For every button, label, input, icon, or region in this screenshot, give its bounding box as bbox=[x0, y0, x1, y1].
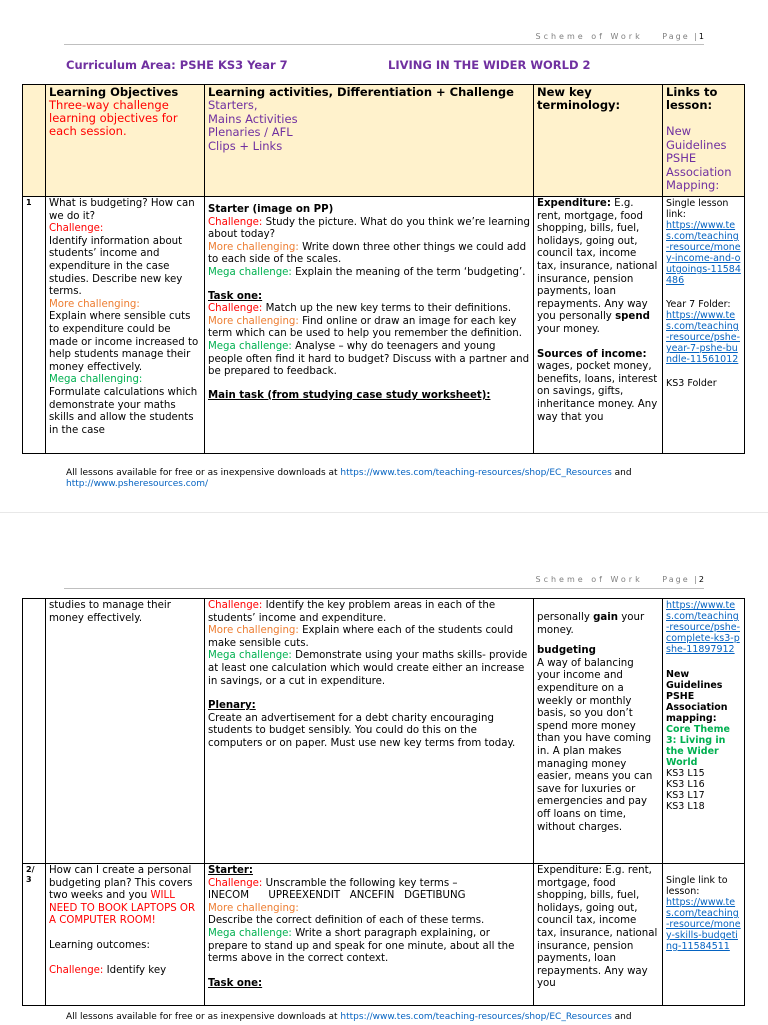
header-sep: | bbox=[694, 32, 699, 41]
starter-heading: Starter: bbox=[208, 865, 253, 876]
header-links bbox=[663, 85, 745, 197]
mega-challenging-text: Formulate calculations which demonstrate your maths skills and allow the students in the case bbox=[49, 386, 198, 436]
ks3-folder-link[interactable]: https://www.tes.com/teaching-resource/pshe-complete-ks3-pshe-11897912 bbox=[666, 600, 740, 655]
term-expenditure-text: E.g. rent, mortgage, food shopping, bills, fuel, holidays, going out, council tax, income tax, insurance, national insurance, pension payments, loan repayments. Any way you personally bbox=[537, 198, 658, 323]
challenge-label: Challenge: bbox=[208, 877, 263, 889]
more-challenging-label: More challenging: bbox=[208, 625, 299, 637]
unit-title: LIVING IN THE WIDER WORLD 2 bbox=[388, 58, 591, 72]
page-header bbox=[535, 575, 704, 584]
more-challenging-text: Find online or draw an image for each key term which can be used to help you remember the definition. bbox=[208, 315, 522, 340]
row-number: 2/3 bbox=[26, 865, 35, 884]
footer-tes-link[interactable]: https://www.tes.com/teaching-resources/shop/EC_Resources bbox=[340, 1012, 612, 1022]
folder-link[interactable]: https://www.tes.com/teaching-resource/pshe-year-7-pshe-bundle-11561012 bbox=[666, 310, 740, 365]
header-terminology bbox=[534, 85, 663, 197]
header-activities bbox=[205, 85, 534, 197]
col-sub-mapping: New Guidelines PSHE Association Mapping: bbox=[666, 124, 732, 192]
terminology-cell bbox=[534, 197, 663, 454]
col-sub-objectives: Three-way challenge learning objectives for each session. bbox=[49, 98, 178, 138]
mapping-ks3-l18: KS3 L18 bbox=[666, 801, 705, 812]
term-expenditure-bold: spend bbox=[615, 311, 650, 323]
plenary-heading: Plenary: bbox=[208, 700, 256, 712]
more-challenging-label: More challenging: bbox=[208, 241, 299, 253]
objective-question: How can I create a personal budgeting plan? This covers two weeks and you bbox=[49, 865, 193, 902]
header-page-word: Page bbox=[662, 575, 690, 584]
table-row bbox=[23, 197, 745, 454]
main-task-heading: Main task (from studying case study worksheet): bbox=[208, 389, 491, 401]
scheme-table-page1 bbox=[22, 84, 745, 454]
challenge-label: Challenge: bbox=[49, 964, 104, 976]
objective-warning: WILL NEED TO BOOK LAPTOPS OR A COMPUTER ROOM! bbox=[49, 890, 196, 927]
page-header bbox=[535, 32, 704, 41]
col-title-links: Links to lesson: bbox=[666, 85, 718, 112]
link-intro: Single link to lesson: bbox=[666, 875, 728, 897]
challenge-text: Unscramble the following key terms – bbox=[262, 877, 458, 889]
ks3-folder-label: KS3 Folder bbox=[666, 378, 717, 389]
mega-challenge-text: Write a short paragraph explaining, or prepare to stand up and speak for one minute, about all the terms above in the correct context. bbox=[208, 927, 515, 965]
mega-challenge-label: Mega challenge: bbox=[208, 650, 292, 662]
task-one-heading: Task one: bbox=[208, 290, 263, 302]
row-number: 1 bbox=[26, 198, 32, 207]
more-challenging-text: Explain where each of the students could make sensible cuts. bbox=[208, 625, 514, 649]
curriculum-title: Curriculum Area: PSHE KS3 Year 7 bbox=[66, 58, 288, 72]
term-expenditure-text: Expenditure: E.g. rent, mortgage, food shopping, bills, fuel, holidays, going out, council tax, income tax, insurance, national insurance, pension payments, loan repayments. Any way you bbox=[537, 865, 658, 990]
header-rule bbox=[64, 588, 704, 589]
more-challenging-label: More challenging: bbox=[208, 315, 299, 327]
page-number: 1 bbox=[698, 32, 704, 41]
term-expenditure-label: Expenditure: bbox=[537, 198, 611, 209]
row-number-cell bbox=[23, 864, 46, 1006]
mega-challenging-label: Mega challenging: bbox=[49, 374, 143, 386]
page-number: 2 bbox=[698, 575, 704, 584]
page-footer bbox=[66, 468, 632, 490]
mapping-core-theme: Core Theme 3: Living in the Wider World bbox=[666, 724, 730, 768]
col-sub-clips: Clips + Links bbox=[208, 138, 283, 153]
mega-challenge-label: Mega challenge: bbox=[208, 266, 292, 278]
mega-challenge-text: Demonstrate using your maths skills- provide at least one calculation which would create either an increase in savings, or a cut in expenditure. bbox=[208, 650, 528, 687]
challenge-label: Challenge: bbox=[208, 216, 263, 228]
scrambled-terms: INECOM UPREEXENDIT ANCEFIN DGETIBUNG bbox=[208, 890, 466, 902]
header-objectives bbox=[46, 85, 205, 197]
activities-cell bbox=[205, 197, 534, 454]
links-cell bbox=[663, 197, 745, 454]
mega-challenge-label: Mega challenge: bbox=[208, 927, 292, 939]
header-page-word: Page bbox=[662, 32, 690, 41]
more-challenging-label: More challenging: bbox=[49, 298, 140, 310]
objectives-cell bbox=[46, 864, 205, 1006]
term-income-bold: gain bbox=[593, 612, 619, 623]
challenge-text: Match up the new key terms to their definitions. bbox=[262, 303, 512, 315]
link-intro: Single lesson link: bbox=[666, 198, 729, 220]
links-cell bbox=[663, 599, 745, 864]
term-income-cont: personally bbox=[537, 612, 594, 623]
term-expenditure-end: your money. bbox=[537, 323, 600, 335]
task-one-heading: Task one: bbox=[208, 977, 263, 989]
terminology-cell bbox=[534, 864, 663, 1006]
term-income-label: Sources of income: bbox=[537, 348, 647, 360]
mega-challenge-label: Mega challenge: bbox=[208, 340, 292, 352]
term-budgeting-definition: A way of balancing your income and expenditure on a weekly or monthly basis, so you don’t spend more money than you have coming in. A plan makes managing money easier, means you can save for luxuries or emergencies and pay off loans on time, without charges. bbox=[537, 657, 653, 833]
challenge-text: Study the picture. What do you think we’re learning about today? bbox=[208, 216, 530, 241]
footer-and: and bbox=[611, 468, 632, 478]
lesson-link[interactable]: https://www.tes.com/teaching-resource/money-skills-budgeting-11584511 bbox=[666, 897, 741, 952]
activities-cell bbox=[205, 864, 534, 1006]
term-income-text: wages, pocket money, benefits, loans, interest on savings, gifts, inheritance money. Any way that you bbox=[537, 361, 658, 423]
folder-label: Year 7 Folder: bbox=[666, 299, 731, 310]
starter-heading: Starter (image on PP) bbox=[208, 204, 334, 215]
scheme-table-page2 bbox=[22, 598, 745, 1006]
col-sub-starters: Starters, bbox=[208, 98, 258, 112]
links-cell bbox=[663, 864, 745, 1006]
more-challenging-label: More challenging: bbox=[208, 902, 299, 914]
term-budgeting-label: budgeting bbox=[537, 645, 596, 657]
challenge-text: Identify key bbox=[103, 964, 167, 976]
header-num-cell bbox=[23, 85, 46, 197]
more-challenging-text: Write down three other things we could add to each side of the scales. bbox=[208, 241, 527, 266]
footer-pshe-link[interactable]: http://www.psheresources.com/ bbox=[66, 479, 209, 489]
mega-challenge-text: Explain the meaning of the term ‘budgeting’. bbox=[291, 266, 526, 278]
mapping-ks3-l15: KS3 L15 bbox=[666, 768, 705, 779]
col-title-activities: Learning activities, Differentiation + Challenge bbox=[208, 85, 514, 99]
objectives-cell bbox=[46, 197, 205, 454]
challenge-label: Challenge: bbox=[49, 223, 104, 235]
table-row bbox=[23, 599, 745, 864]
challenge-label: Challenge: bbox=[208, 303, 263, 315]
row-number-cell bbox=[23, 197, 46, 454]
page-2 bbox=[0, 512, 768, 1025]
challenge-label: Challenge: bbox=[208, 600, 263, 611]
activities-cell bbox=[205, 599, 534, 864]
footer-and: and bbox=[611, 1012, 632, 1022]
page-1 bbox=[0, 0, 768, 512]
header-sep: | bbox=[694, 575, 699, 584]
objectives-cell bbox=[46, 599, 205, 864]
objective-question: What is budgeting? How can we do it? bbox=[49, 198, 195, 222]
header-label: Scheme of Work bbox=[535, 32, 643, 41]
lesson-link[interactable]: https://www.tes.com/teaching-resource/money-income-and-outgoings-11584486 bbox=[666, 220, 741, 286]
col-title-objectives: Learning Objectives bbox=[49, 85, 179, 99]
learning-outcomes-label: Learning outcomes: bbox=[49, 939, 150, 951]
objective-continued: studies to manage their money effectively. bbox=[49, 600, 171, 624]
row-number-cell bbox=[23, 599, 46, 864]
title-bar bbox=[66, 58, 706, 72]
mega-challenge-text: Analyse – why do teenagers and young people often find it hard to budget? Discuss with a partner and be prepared to feedback. bbox=[208, 340, 530, 378]
col-sub-plenaries: Plenaries / AFL bbox=[208, 125, 293, 139]
table-row bbox=[23, 864, 745, 1006]
footer-text: All lessons available for free or as inexpensive downloads at bbox=[66, 468, 341, 478]
term-income-end: your money. bbox=[537, 612, 645, 636]
mapping-ks3-l17: KS3 L17 bbox=[666, 790, 705, 801]
more-challenging-text: Explain where sensible cuts to expenditure could be made or income increased to help students manage their money effectively. bbox=[49, 311, 199, 373]
header-label: Scheme of Work bbox=[535, 575, 643, 584]
footer-text: All lessons available for free or as inexpensive downloads at bbox=[66, 1012, 341, 1022]
col-title-terminology: New key terminology: bbox=[537, 85, 621, 112]
mapping-title: New Guidelines PSHE Association mapping: bbox=[666, 669, 728, 724]
col-sub-mains: Mains Activities bbox=[208, 111, 298, 126]
challenge-text: Identify the key problem areas in each of the students’ income and expenditure. bbox=[208, 600, 496, 624]
page-footer bbox=[66, 1012, 632, 1023]
footer-tes-link[interactable]: https://www.tes.com/teaching-resources/shop/EC_Resources bbox=[340, 468, 612, 478]
mapping-ks3-l16: KS3 L16 bbox=[666, 779, 705, 790]
table-header-row bbox=[23, 85, 745, 197]
plenary-text: Create an advertisement for a debt charity encouraging students to budget sensibly. You could do this on the computers or on paper. Must use new key terms from today. bbox=[208, 712, 516, 749]
challenge-text: Identify information about students’ income and expenditure in the case studies. Describe new key terms. bbox=[49, 235, 183, 298]
header-rule bbox=[64, 44, 704, 45]
more-challenging-text: Describe the correct definition of each of these terms. bbox=[208, 915, 485, 927]
terminology-cell bbox=[534, 599, 663, 864]
